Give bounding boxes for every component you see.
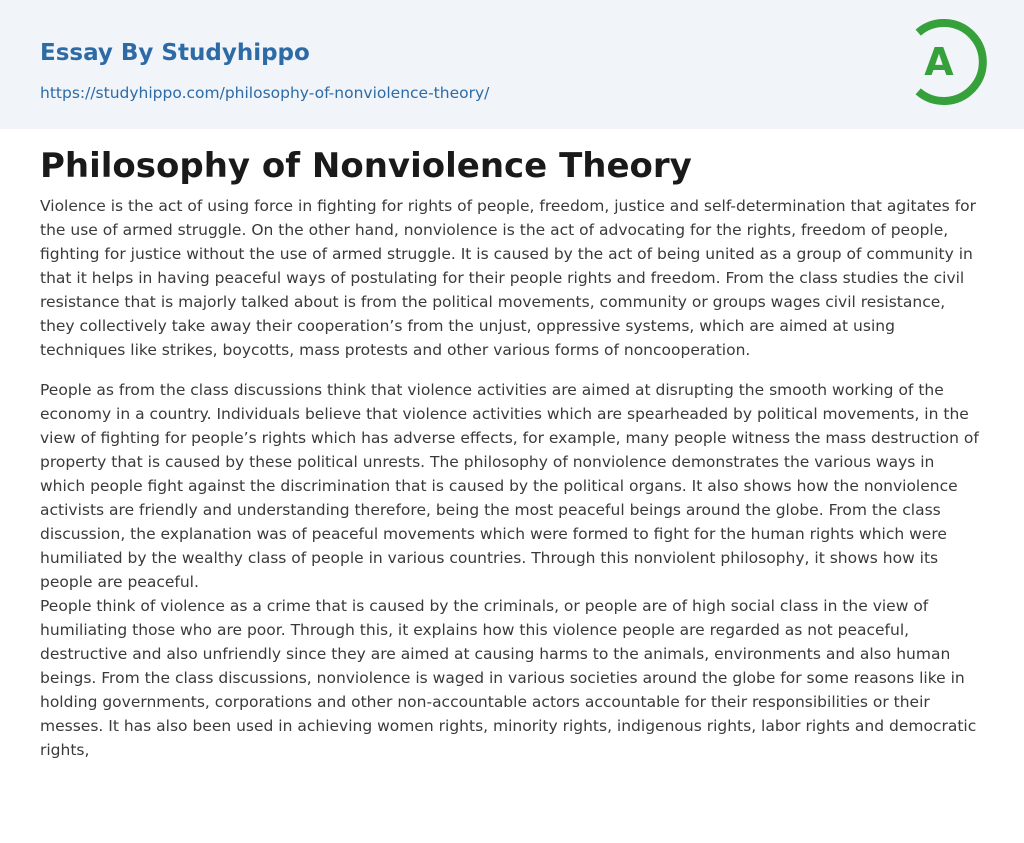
article-title: Philosophy of Nonviolence Theory <box>40 146 692 186</box>
logo-letter: A <box>924 40 954 84</box>
page-header <box>0 0 1024 129</box>
article-paragraph: People think of violence as a crime that is caused by the criminals, or people are of high social class in the view of humiliating those who are poor. Through this, it explains how this violence people are regarded as not peaceful, destructive and also unfriendly since they are aimed at causing harms to the animals, environments and also human beings. From the class discussions, nonviolence is waged in various societies around the globe for some reasons like in holding governments, corporations and other non-accountable actors accountable for their responsibilities or their messes. It has also been used in achieving women rights, minority rights, indigenous rights, labor rights and democratic rights, <box>40 597 977 759</box>
studyhippo-logo[interactable] <box>908 16 990 108</box>
article-body <box>40 194 984 762</box>
article-url-link[interactable]: https://studyhippo.com/philosophy-of-nonviolence-theory/ <box>40 84 490 102</box>
site-brand[interactable]: Essay By Studyhippo <box>40 40 310 66</box>
article-paragraph: People as from the class discussions think that violence activities are aimed at disrupting the smooth working of the economy in a country. Individuals believe that violence activities which are spearheaded by political movements, in the view of fighting for people’s rights which has adverse effects, for example, many people witness the mass destruction of property that is caused by these political unrests. The philosophy of nonviolence demonstrates the various ways in which people fight against the discrimination that is caused by the political organs. It also shows how the nonviolence activists are friendly and understanding therefore, being the most peaceful beings around the globe. From the class discussion, the explanation was of peaceful movements which were formed to fight for the human rights which were humiliated by the wealthy class of people in various countries. Through this nonviolent philosophy, it shows how its people are peaceful. <box>40 381 979 591</box>
article-paragraph: Violence is the act of using force in fighting for rights of people, freedom, justice and self-determination that agitates for the use of armed struggle. On the other hand, nonviolence is the act of advocating for the rights, freedom of people, fighting for justice without the use of armed struggle. It is caused by the act of being united as a group of community in that it helps in having peaceful ways of postulating for their people rights and freedom. From the class studies the civil resistance that is majorly talked about is from the political movements, community or groups wages civil resistance, they collectively take away their cooperation’s from the unjust, oppressive systems, which are aimed at using techniques like strikes, boycotts, mass protests and other various forms of noncooperation. <box>40 197 977 359</box>
